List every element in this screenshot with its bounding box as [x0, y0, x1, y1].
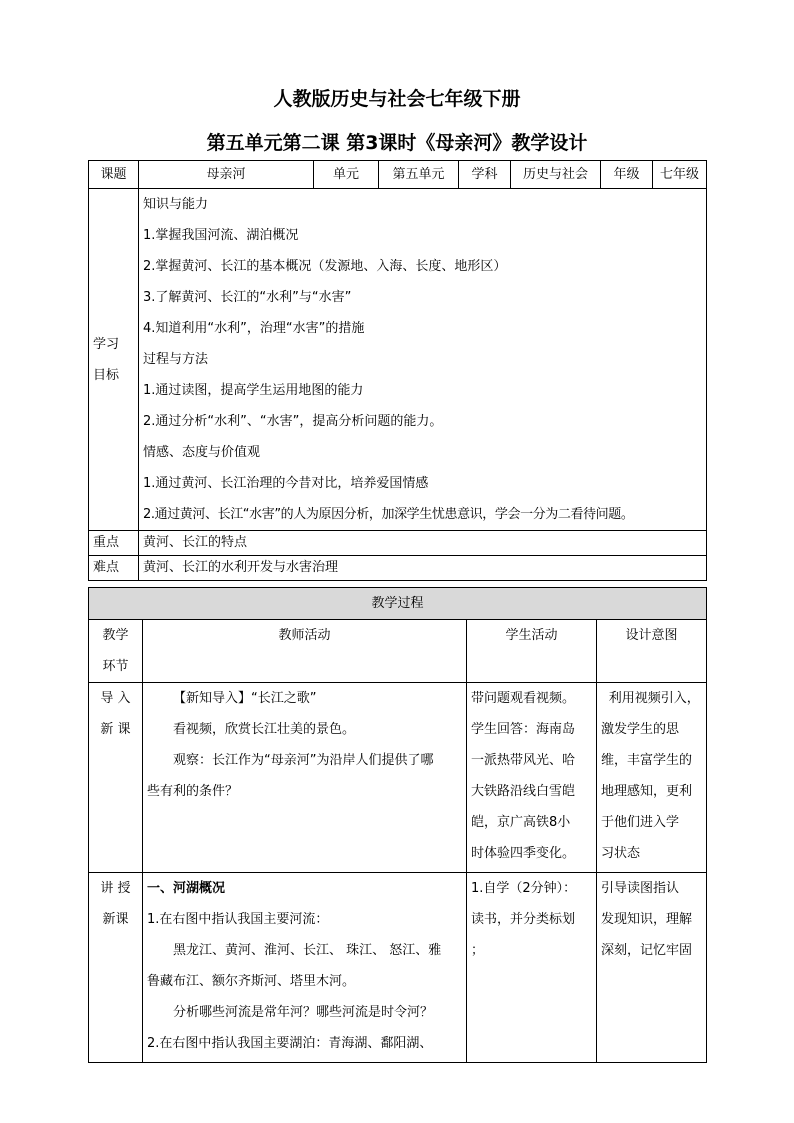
goal-line: 知识与能力 — [143, 197, 209, 212]
teacher-line: 【新知导入】“长江之歌” — [173, 691, 317, 706]
col-stage-header — [89, 620, 143, 683]
col-teacher-header: 教师活动 — [143, 620, 467, 683]
student-line: 大铁路沿线白雪皑 — [471, 784, 576, 799]
stage-cell — [89, 873, 143, 1063]
difficulty-value: 黄河、长江的水利开发与水害治理 — [139, 556, 707, 581]
teacher-line: 1.在右图中指认我国主要河流： — [147, 912, 329, 927]
student-activity-cell — [467, 683, 597, 873]
col-stage-line: 教学 — [102, 628, 129, 643]
goal-line: 2.通过黄河、长江“水害”的人为原因分析，加深学生忧患意识，学会一分为二看待问题。 — [143, 507, 634, 522]
intent-cell — [597, 683, 707, 873]
goal-line: 4.知道利用“水利”，治理“水害”的措施 — [143, 321, 365, 336]
grade-value: 七年级 — [653, 161, 707, 189]
teacher-line: 观察：长江作为“母亲河”为沿岸人们提供了哪 — [173, 753, 434, 768]
student-line: 皑，京广高铁8小 — [471, 815, 571, 830]
intent-line: 地理感知，更利 — [601, 784, 693, 799]
goals-label-line: 学习 — [93, 336, 120, 352]
key-point-label: 重点 — [89, 531, 139, 556]
goal-line: 3.了解黄河、长江的“水利”与“水害” — [143, 290, 352, 305]
teaching-process-table — [88, 587, 707, 1063]
intent-line: 利用视频引入， — [608, 691, 700, 706]
intent-line: 激发学生的思 — [601, 722, 680, 737]
difficulty-label: 难点 — [89, 556, 139, 581]
student-activity-cell — [467, 873, 597, 1063]
topic-label: 课题 — [89, 161, 139, 189]
student-line: 带问题观看视频。 — [471, 691, 576, 706]
student-line: 读书，并分类标划 — [471, 912, 576, 927]
goal-line: 情感、态度与价值观 — [143, 445, 261, 460]
student-line: 学生回答：海南岛 — [471, 722, 576, 737]
unit-value: 第五单元 — [379, 161, 459, 189]
col-student-header: 学生活动 — [467, 620, 597, 683]
stage-line: 讲 授 — [100, 881, 131, 896]
goals-content — [139, 189, 707, 531]
goals-label-line: 目标 — [93, 367, 120, 383]
intent-line: 深刻，记忆牢固 — [601, 943, 693, 958]
process-header: 教学过程 — [89, 588, 707, 620]
grade-label: 年级 — [601, 161, 653, 189]
intent-cell — [597, 873, 707, 1063]
intent-line: 习状态 — [601, 846, 641, 861]
stage-line: 新 课 — [100, 722, 131, 737]
col-intent-header: 设计意图 — [597, 620, 707, 683]
lesson-info-table — [88, 160, 707, 581]
stage-line: 新课 — [102, 912, 129, 927]
goal-line: 1.通过黄河、长江治理的今昔对比，培养爱国情感 — [143, 476, 429, 491]
document-title: 人教版历史与社会七年级下册 — [273, 88, 521, 110]
col-stage-line: 环节 — [102, 659, 129, 674]
document-subtitle: 第五单元第二课 第3课时《母亲河》教学设计 — [206, 132, 588, 154]
teacher-activity-cell — [143, 873, 467, 1063]
intent-line: 引导读图指认 — [601, 881, 680, 896]
student-line: 一派热带风光、哈 — [471, 753, 576, 768]
goals-label — [89, 189, 139, 531]
student-line: 1.自学（2分钟）： — [471, 881, 577, 896]
goal-line: 2.掌握黄河、长江的基本概况（发源地、入海、长度、地形区） — [143, 259, 507, 274]
teacher-activity-cell — [143, 683, 467, 873]
student-line: ； — [471, 943, 485, 958]
intent-line: 于他们进入学 — [601, 815, 680, 830]
teacher-line: 2.在右图中指认我国主要湖泊：青海湖、鄱阳湖、 — [147, 1036, 433, 1051]
teacher-line: 黑龙江、黄河、淮河、长江、 珠江、 怒江、雅 — [173, 943, 442, 958]
subject-value: 历史与社会 — [511, 161, 601, 189]
teacher-line: 鲁藏布江、额尔齐斯河、塔里木河。 — [147, 974, 356, 989]
stage-line: 导 入 — [100, 691, 131, 706]
goal-line: 2.通过分析“水利”、“水害”，提高分析问题的能力。 — [143, 414, 443, 429]
student-line: 时体验四季变化。 — [471, 846, 576, 861]
teacher-line: 看视频，欣赏长江壮美的景色。 — [173, 722, 356, 737]
teacher-line: 一、河湖概况 — [147, 881, 226, 896]
teacher-line: 些有利的条件？ — [147, 784, 239, 799]
key-point-value: 黄河、长江的特点 — [139, 531, 707, 556]
goal-line: 1.通过读图，提高学生运用地图的能力 — [143, 383, 364, 398]
stage-cell — [89, 683, 143, 873]
teacher-line: 分析哪些河流是常年河？哪些河流是时令河？ — [173, 1005, 434, 1020]
intent-line: 维，丰富学生的 — [601, 753, 693, 768]
goal-line: 过程与方法 — [143, 352, 209, 367]
goal-line: 1.掌握我国河流、湖泊概况 — [143, 228, 299, 243]
subject-label: 学科 — [459, 161, 511, 189]
intent-line: 发现知识，理解 — [601, 912, 693, 927]
unit-label: 单元 — [314, 161, 379, 189]
topic-value: 母亲河 — [139, 161, 314, 189]
